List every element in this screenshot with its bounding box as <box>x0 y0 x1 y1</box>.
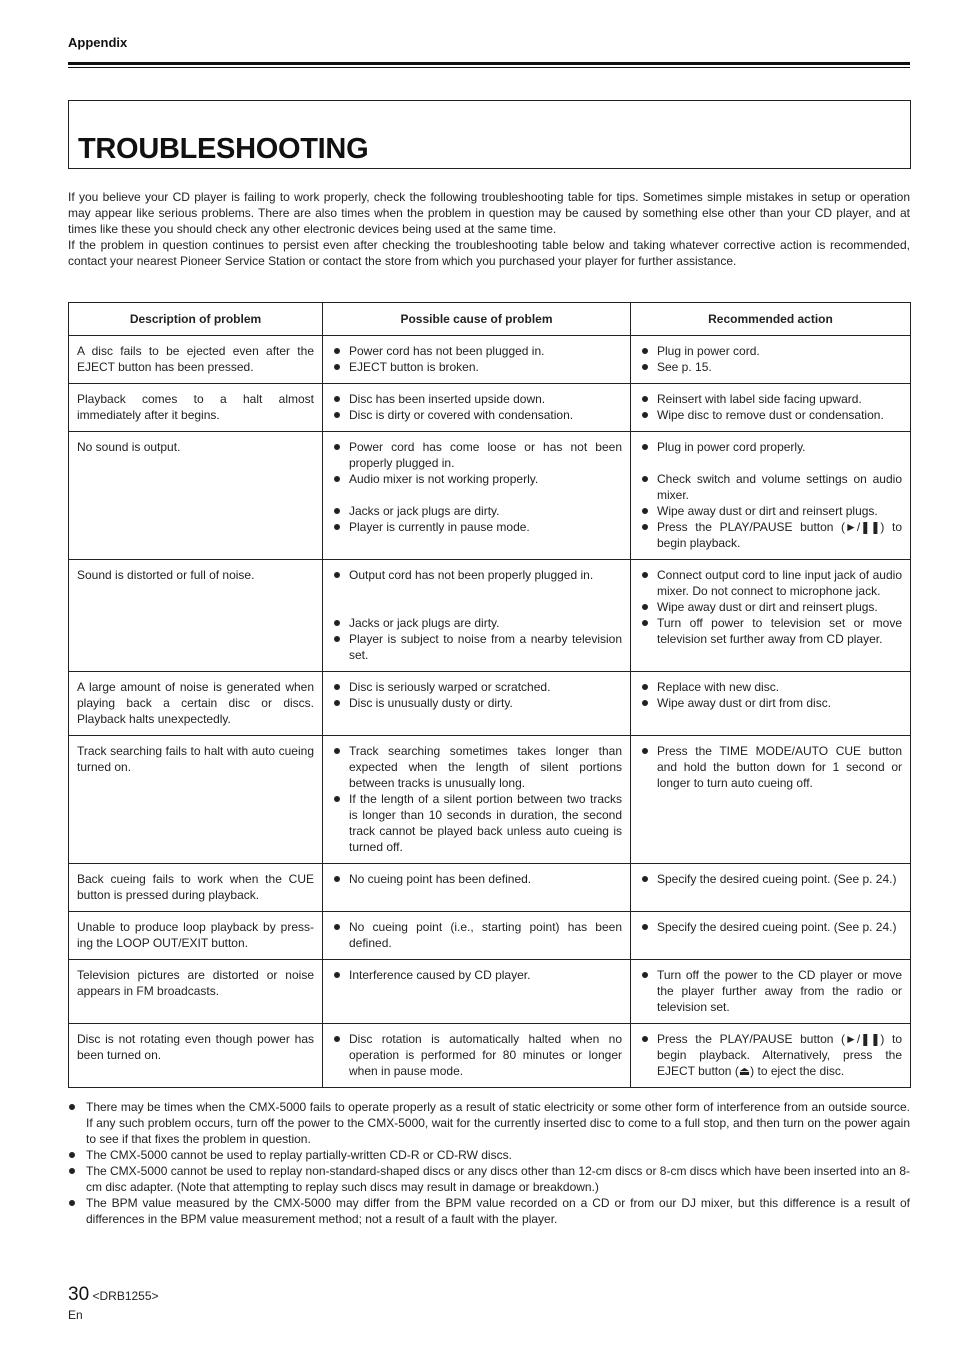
action-cell <box>631 336 911 384</box>
page-title: TROUBLESHOOTING <box>78 133 369 165</box>
cause-item: Track searching sometimes takes longer than expected when the length of silent portions between tracks is unusually long. <box>331 743 622 791</box>
cause-item: No cueing point (i.e., starting point) has been defined. <box>331 919 622 951</box>
cause-cell <box>323 864 631 912</box>
action-item: Wipe away dust or dirt from disc. <box>639 695 902 711</box>
cause-item: Jacks or jack plugs are dirty. <box>331 615 622 631</box>
cause-item: Disc rotation is automatically halted when no operation is performed for 80 minutes or longer when in pause mode. <box>331 1031 622 1079</box>
action-cell <box>631 864 911 912</box>
page-number: 30 <box>68 1284 90 1305</box>
cause-cell <box>323 336 631 384</box>
table-row <box>69 432 911 560</box>
cause-item: Power cord has come loose or has not been properly plugged in. <box>331 439 622 471</box>
problem-cell: Track searching fails to halt with auto cueing turned on. <box>69 736 323 864</box>
title-box <box>68 100 911 169</box>
action-item: Plug in power cord properly. <box>639 439 902 455</box>
header-rule-thin <box>68 67 910 68</box>
cause-item: Disc is seriously warped or scratched. <box>331 679 622 695</box>
table-row <box>69 560 911 672</box>
cause-cell <box>323 736 631 864</box>
action-item: Wipe away dust or dirt and reinsert plugs. <box>639 599 902 615</box>
problem-cell: Playback comes to a halt almost immediately after it begins. <box>69 384 323 432</box>
intro-paragraph: If you believe your CD player is failing to work properly, check the following troubleshooting table for tips. Sometimes simple mistakes in setup or operation may appear like serious problems. There are also times when the problem in question may be caused by something else other than your CD player, and at times like these you should check any other electronic devices being used at the same time. <box>68 190 910 236</box>
problem-cell: Disc is not rotating even though power has been turned on. <box>69 1024 323 1088</box>
problem-cell: Sound is distorted or full of noise. <box>69 560 323 672</box>
action-cell <box>631 736 911 864</box>
troubleshooting-table <box>68 302 911 1088</box>
table-row <box>69 1024 911 1088</box>
action-item: Wipe disc to remove dust or condensation. <box>639 407 902 423</box>
header-rule <box>68 62 910 65</box>
cause-item: Audio mixer is not working properly. <box>331 471 622 487</box>
action-cell <box>631 960 911 1024</box>
cause-item: Disc is dirty or covered with condensation. <box>331 407 622 423</box>
action-item: Check switch and volume settings on audio mixer. <box>639 471 902 503</box>
cause-item: Power cord has not been plugged in. <box>331 343 622 359</box>
note-item: The CMX-5000 cannot be used to replay partially-written CD-R or CD-RW discs. <box>68 1147 910 1163</box>
action-cell <box>631 560 911 672</box>
cause-item: Disc is unusually dusty or dirty. <box>331 695 622 711</box>
action-item: Press the PLAY/PAUSE button (►/❚❚) to begin playback. Alternatively, press the EJECT button (⏏) to eject the disc. <box>639 1031 902 1079</box>
cause-item: Disc has been inserted upside down. <box>331 391 622 407</box>
action-item: Replace with new disc. <box>639 679 902 695</box>
page-footer <box>68 1284 159 1306</box>
table-row <box>69 736 911 864</box>
note-item: The CMX-5000 cannot be used to replay non-standard-shaped discs or any discs other than 12-cm discs or 8-cm discs which have been inserted into an 8-cm disc adapter. (Note that attempting to replay such discs may result in damage or breakdown.) <box>68 1163 910 1195</box>
cause-item: Output cord has not been properly plugged in. <box>331 567 622 583</box>
cause-item: Player is subject to noise from a nearby television set. <box>331 631 622 663</box>
table-row <box>69 912 911 960</box>
action-item: Turn off the power to the CD player or move the player further away from the radio or television set. <box>639 967 902 1015</box>
action-item: Press the TIME MODE/AUTO CUE button and hold the button down for 1 second or longer to turn auto cueing off. <box>639 743 902 791</box>
action-cell <box>631 384 911 432</box>
table-row <box>69 384 911 432</box>
table-row <box>69 960 911 1024</box>
intro-paragraph: If the problem in question continues to persist even after checking the troubleshooting table below and taking whatever corrective action is recommended, contact your nearest Pioneer Service Station or contact the store from which you purchased your player for further assistance. <box>68 238 910 268</box>
cause-cell <box>323 912 631 960</box>
action-item: Specify the desired cueing point. (See p. 24.) <box>639 871 902 887</box>
action-cell <box>631 432 911 560</box>
problem-cell: No sound is output. <box>69 432 323 560</box>
problem-cell: Unable to produce loop playback by press-ing the LOOP OUT/EXIT button. <box>69 912 323 960</box>
cause-cell <box>323 1024 631 1088</box>
cause-item: Player is currently in pause mode. <box>331 519 622 535</box>
note-item: There may be times when the CMX-5000 fails to operate properly as a result of static electricity or some other form of interference from an outside source. If any such problem occurs, turn off the power to the CMX-5000, wait for the currently inserted disc to come to a full stop, and then turn on the power again to see if that fixes the problem in question. <box>68 1099 910 1147</box>
column-header-cause: Possible cause of problem <box>323 303 631 336</box>
action-item: Wipe away dust or dirt and reinsert plugs. <box>639 503 902 519</box>
language-code: En <box>68 1308 83 1322</box>
note-item: The BPM value measured by the CMX-5000 may differ from the BPM value recorded on a CD or from our DJ mixer, but this difference is a result of differences in the BPM value measurement method; not a result of a fault with the player. <box>68 1195 910 1227</box>
problem-cell: Back cueing fails to work when the CUE button is pressed during playback. <box>69 864 323 912</box>
cause-cell <box>323 384 631 432</box>
cause-cell <box>323 960 631 1024</box>
cause-cell <box>323 432 631 560</box>
cause-item: No cueing point has been defined. <box>331 871 622 887</box>
cause-cell <box>323 672 631 736</box>
action-item: Specify the desired cueing point. (See p. 24.) <box>639 919 902 935</box>
action-item: Connect output cord to line input jack of audio mixer. Do not connect to microphone jack. <box>639 567 902 599</box>
table-row <box>69 672 911 736</box>
cause-item: Jacks or jack plugs are dirty. <box>331 503 622 519</box>
table-row <box>69 864 911 912</box>
section-label: Appendix <box>68 35 128 50</box>
document-code: <DRB1255> <box>92 1289 159 1303</box>
action-item: Plug in power cord. <box>639 343 902 359</box>
table-row <box>69 336 911 384</box>
column-header-problem: Description of problem <box>69 303 323 336</box>
problem-cell: A large amount of noise is generated when playing back a certain disc or discs. Playback halts unexpectedly. <box>69 672 323 736</box>
action-item: Turn off power to television set or move television set further away from CD player. <box>639 615 902 647</box>
cause-item: Interference caused by CD player. <box>331 967 622 983</box>
action-item: See p. 15. <box>639 359 902 375</box>
cause-item: EJECT button is broken. <box>331 359 622 375</box>
cause-cell <box>323 560 631 672</box>
column-header-action: Recommended action <box>631 303 911 336</box>
action-cell <box>631 672 911 736</box>
notes-list <box>68 1099 910 1227</box>
action-item: Reinsert with label side facing upward. <box>639 391 902 407</box>
cause-item: If the length of a silent portion between two tracks is longer than 10 seconds in duration, the second track cannot be played back unless auto cueing is turned off. <box>331 791 622 855</box>
action-cell <box>631 1024 911 1088</box>
intro-text <box>68 189 910 269</box>
action-item: Press the PLAY/PAUSE button (►/❚❚) to begin playback. <box>639 519 902 551</box>
action-cell <box>631 912 911 960</box>
problem-cell: Television pictures are distorted or noise appears in FM broadcasts. <box>69 960 323 1024</box>
table-header-row <box>69 303 911 336</box>
problem-cell: A disc fails to be ejected even after the EJECT button has been pressed. <box>69 336 323 384</box>
